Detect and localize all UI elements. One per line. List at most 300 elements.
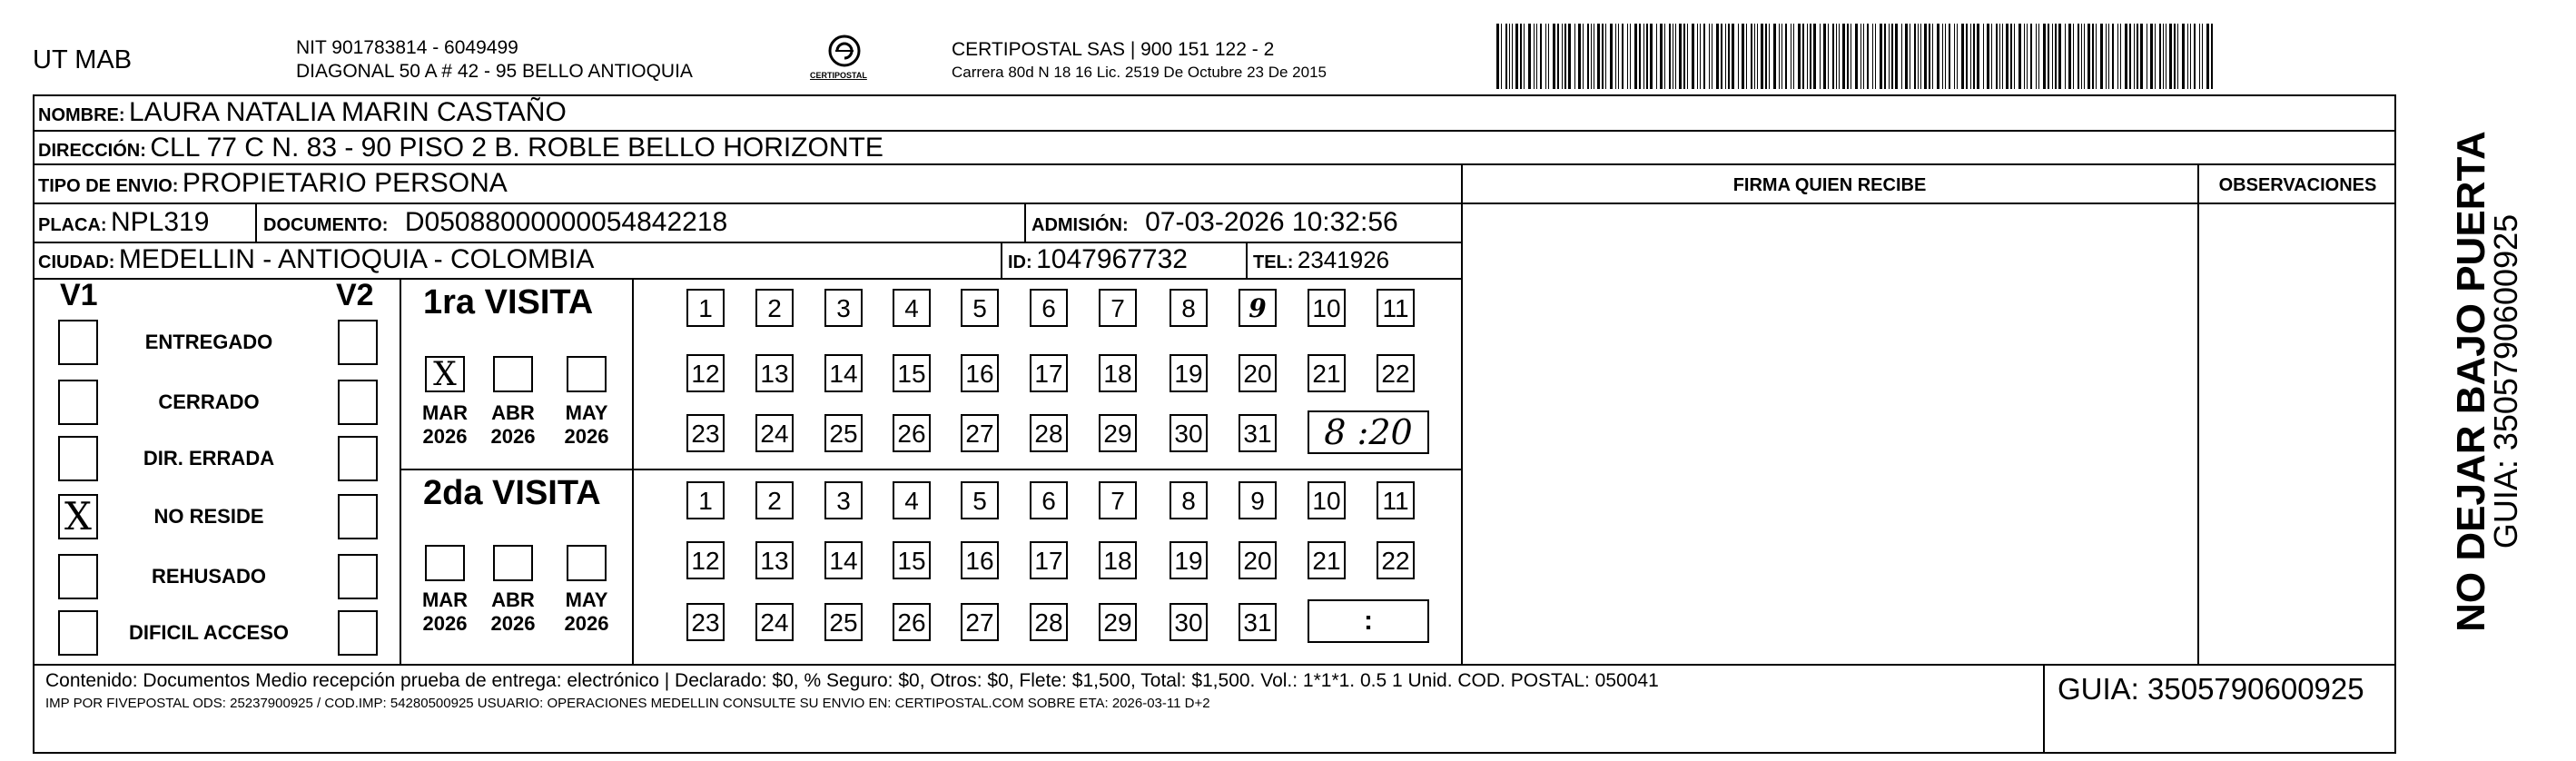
visit2-day-12[interactable]: 12 (686, 541, 725, 579)
v2-checkbox-no-reside[interactable] (338, 494, 378, 539)
admision-label: ADMISIÓN: (1031, 215, 1129, 235)
status-label-dificil-acceso: DIFICIL ACCESO (128, 621, 289, 644)
barcode-bar (1738, 24, 1739, 89)
visit1-day-28[interactable]: 28 (1030, 414, 1068, 452)
visit2-month-box-may[interactable] (567, 545, 607, 581)
visit2-time-box[interactable] (1308, 599, 1429, 643)
barcode-bar (1918, 24, 1919, 89)
visit1-day-23[interactable]: 23 (686, 414, 725, 452)
barcode-bar (1945, 24, 1946, 89)
tipo-label: TIPO DE ENVIO: (38, 176, 179, 196)
visit2-month-box-mar[interactable] (425, 545, 465, 581)
visit1-day-7[interactable]: 7 (1099, 289, 1137, 327)
v1-checkbox-rehusado[interactable] (58, 554, 98, 599)
company-address: DIAGONAL 50 A # 42 - 95 BELLO ANTIOQUIA (296, 61, 693, 82)
barcode-bar (1781, 24, 1782, 89)
documento-row (263, 206, 727, 243)
barcode-bar (1924, 24, 1927, 89)
nombre-row (38, 96, 567, 133)
direccion-value: CLL 77 C N. 83 - 90 PISO 2 B. ROBLE BELLO HORIZONTE (150, 133, 883, 163)
visit2-month-may (555, 588, 618, 636)
barcode-bar (2177, 24, 2178, 89)
barcode-bar (1557, 24, 1559, 89)
barcode-bar (1828, 24, 1829, 89)
barcode-bar (1798, 24, 1801, 89)
barcode-bar (2010, 24, 2012, 89)
visit1-day-11[interactable]: 11 (1377, 289, 1415, 327)
visit2-day-8[interactable]: 8 (1170, 481, 1208, 519)
barcode-bar (1761, 24, 1763, 89)
visit2-day-21[interactable]: 21 (1308, 541, 1346, 579)
barcode-bar (2073, 24, 2074, 89)
status-label-dir-errada: DIR. ERRADA (143, 447, 275, 469)
status-label-entregado: ENTREGADO (144, 331, 273, 353)
visit2-month-year: 2026 (564, 612, 609, 635)
barcode-bar (1660, 24, 1663, 89)
v1-checkbox-dificil-acceso[interactable] (58, 610, 98, 656)
barcode-bar (1643, 24, 1644, 89)
barcode-bar (2081, 24, 2082, 89)
barcode-bar (2048, 24, 2049, 89)
visit1-day-8[interactable]: 8 (1170, 289, 1208, 327)
barcode-bar (1568, 24, 1571, 89)
barcode-bar (1839, 24, 1840, 89)
barcode-bar (1785, 24, 1787, 89)
ciudad-value: MEDELLIN - ANTIOQUIA - COLOMBIA (118, 244, 595, 274)
barcode-bar (1622, 24, 1624, 89)
visit1-day-15[interactable]: 15 (893, 354, 931, 392)
barcode-bar (2187, 24, 2188, 89)
status-label-cerrado: CERRADO (158, 390, 260, 413)
barcode-bar (1942, 24, 1943, 89)
visit1-month-label: ABR (491, 401, 535, 424)
visit1-day-2[interactable]: 2 (755, 289, 794, 327)
visit1-day-30[interactable]: 30 (1170, 414, 1208, 452)
barcode-bar (1618, 24, 1619, 89)
visit2-day-6[interactable]: 6 (1030, 481, 1068, 519)
visit2-month-label: ABR (491, 588, 535, 611)
v2-label: V2 (336, 278, 374, 312)
visit2-day-9[interactable]: 9 (1239, 481, 1277, 519)
barcode-bar (1884, 24, 1886, 89)
visit2-month-mar (413, 588, 477, 636)
barcode-bar (1842, 24, 1845, 89)
barcode-bar (1987, 24, 1989, 89)
barcode-bar (1630, 24, 1631, 89)
barcode-bar (1751, 24, 1752, 89)
visit2-day-15[interactable]: 15 (893, 541, 931, 579)
barcode-bar (1505, 24, 1507, 89)
barcode-bar (1920, 24, 1921, 89)
barcode-bar (2065, 24, 2066, 89)
barcode-bar (2100, 24, 2103, 89)
visit1-day-1[interactable]: 1 (686, 289, 725, 327)
barcode-bar (2140, 24, 2143, 89)
barcode-bar (1895, 24, 1898, 89)
tel-label: TEL: (1253, 252, 1294, 272)
v1-check-mark: X (64, 494, 92, 539)
v2-checkbox-dir-errada[interactable] (338, 436, 378, 481)
barcode-bar (1937, 24, 1939, 89)
visit2-day-18[interactable]: 18 (1099, 541, 1137, 579)
visit1-day-21[interactable]: 21 (1308, 354, 1346, 392)
barcode-bar (2043, 24, 2046, 89)
barcode-bar (1639, 24, 1641, 89)
v2-checkbox-entregado[interactable] (338, 320, 378, 365)
barcode-bar (1929, 24, 1930, 89)
visit2-month-year: 2026 (422, 612, 468, 635)
barcode-bar (2202, 24, 2203, 89)
barcode-bar (1675, 24, 1676, 89)
barcode-bar (1832, 24, 1834, 89)
visit1-month-box-mar[interactable] (425, 356, 465, 392)
barcode-bar (1591, 24, 1592, 89)
barcode-bar (1545, 24, 1546, 89)
barcode-bar (1836, 24, 1837, 89)
barcode-bar (2030, 24, 2032, 89)
barcode-bar (2206, 24, 2209, 89)
barcode-bar (2134, 24, 2135, 89)
visit2-day-10[interactable]: 10 (1308, 481, 1346, 519)
visit2-day-13[interactable]: 13 (755, 541, 794, 579)
visit1-day-31[interactable]: 31 (1239, 414, 1277, 452)
id-value: 1047967732 (1036, 244, 1188, 274)
visit1-month-label: MAY (565, 401, 608, 424)
barcode-bar (1721, 24, 1722, 89)
ciudad-label: CIUDAD: (38, 252, 115, 272)
barcode-bar (1610, 24, 1613, 89)
carrier-license: Carrera 80d N 18 16 Lic. 2519 De Octubre 23 De 2015 (952, 64, 1327, 81)
visit1-month-year: 2026 (490, 425, 536, 448)
company-nit: NIT 901783814 - 6049499 (296, 37, 518, 58)
barcode-bar (1496, 24, 1499, 89)
barcode-bar (2174, 24, 2176, 89)
barcode-bar (2150, 24, 2153, 89)
visit1-day-16[interactable]: 16 (961, 354, 999, 392)
visit2-day-2[interactable]: 2 (755, 481, 794, 519)
barcode-bar (1534, 24, 1535, 89)
visit1-day-19[interactable]: 19 (1170, 354, 1208, 392)
visit1-day-26[interactable]: 26 (893, 414, 931, 452)
visit2-day-16[interactable]: 16 (961, 541, 999, 579)
barcode-bar (1520, 24, 1522, 89)
observaciones-header: OBSERVACIONES (2218, 175, 2377, 195)
direccion-label: DIRECCIÓN: (38, 141, 146, 161)
visit1-day-12[interactable]: 12 (686, 354, 725, 392)
barcode-bar (1820, 24, 1821, 89)
visit2-day-3[interactable]: 3 (824, 481, 863, 519)
visit1-month-label: MAR (421, 401, 469, 424)
visit2-day-23[interactable]: 23 (686, 603, 725, 641)
barcode-bar (1564, 24, 1566, 89)
visit2-day-29[interactable]: 29 (1099, 603, 1137, 641)
v2-checkbox-dificil-acceso[interactable] (338, 610, 378, 656)
visit2-day-28[interactable]: 28 (1030, 603, 1068, 641)
barcode-bar (1966, 24, 1968, 89)
barcode-bar (1716, 24, 1719, 89)
visit2-day-24[interactable]: 24 (755, 603, 794, 641)
barcode-bar (1627, 24, 1628, 89)
barcode-bar (2159, 24, 2161, 89)
barcode-bar (2129, 24, 2131, 89)
barcode-bar (1754, 24, 1755, 89)
visit2-day-7[interactable]: 7 (1099, 481, 1137, 519)
v1-checkbox-cerrado[interactable] (58, 380, 98, 425)
barcode-bar (2036, 24, 2037, 89)
barcode-bar (1872, 24, 1873, 89)
barcode-bar (2106, 24, 2107, 89)
barcode-bar (1793, 24, 1794, 89)
barcode-bar (2190, 24, 2191, 89)
visit1-month-mark: X (433, 356, 457, 393)
v1-label: V1 (60, 278, 98, 312)
barcode-bar (2169, 24, 2172, 89)
barcode-bar (1548, 24, 1549, 89)
barcode-bar (1810, 24, 1811, 89)
visit1-month-mar (413, 401, 477, 449)
visit2-day-31[interactable]: 31 (1239, 603, 1277, 641)
visit2-day-27[interactable]: 27 (961, 603, 999, 641)
barcode-bar (1501, 24, 1502, 89)
barcode-bar (2058, 24, 2061, 89)
barcode-bar (1650, 24, 1653, 89)
barcode-bar (2112, 24, 2114, 89)
barcode-bar (2006, 24, 2008, 89)
barcode-bar (2155, 24, 2156, 89)
v1-checkbox-dir-errada[interactable] (58, 436, 98, 481)
visit1-day-22[interactable]: 22 (1377, 354, 1415, 392)
visit2-month-label: MAY (565, 588, 608, 611)
barcode-bar (1996, 24, 1998, 89)
barcode-bar (2055, 24, 2057, 89)
barcode-bar (2194, 24, 2196, 89)
visit1-month-box-abr[interactable] (493, 356, 533, 392)
barcode-bar (2199, 24, 2200, 89)
barcode-bar (1807, 24, 1808, 89)
barcode-bar (1692, 24, 1694, 89)
id-label: ID: (1008, 252, 1032, 272)
v1-checkbox-entregado[interactable] (58, 320, 98, 365)
barcode-bar (1528, 24, 1531, 89)
barcode-bar (1646, 24, 1648, 89)
visit1-day-5[interactable]: 5 (961, 289, 999, 327)
barcode-bar (1983, 24, 1984, 89)
visit1-day-10[interactable]: 10 (1308, 289, 1346, 327)
visit1-day-3[interactable]: 3 (824, 289, 863, 327)
company-name: UT MAB (33, 45, 133, 74)
visit2-day-25[interactable]: 25 (824, 603, 863, 641)
side-guia: GUIA: 3505790600925 (2487, 213, 2524, 549)
status-label-no-reside: NO RESIDE (153, 505, 264, 528)
visit2-day-4[interactable]: 4 (893, 481, 931, 519)
visit2-day-19[interactable]: 19 (1170, 541, 1208, 579)
barcode-bar (1540, 24, 1542, 89)
visit2-day-30[interactable]: 30 (1170, 603, 1208, 641)
admision-value: 07-03-2026 10:32:56 (1145, 207, 1398, 237)
v2-checkbox-cerrado[interactable] (338, 380, 378, 425)
nombre-value: LAURA NATALIA MARIN CASTAÑO (129, 97, 567, 127)
barcode-bar (1957, 24, 1958, 89)
barcode-bar (1973, 24, 1975, 89)
barcode-bar (2182, 24, 2185, 89)
status-label-rehusado: REHUSADO (152, 565, 266, 588)
barcode-bar (1583, 24, 1584, 89)
barcode-bar (1949, 24, 1950, 89)
visit1-day-27[interactable]: 27 (961, 414, 999, 452)
visit2-day-20[interactable]: 20 (1239, 541, 1277, 579)
barcode-bar (2052, 24, 2053, 89)
barcode-bar (1891, 24, 1893, 89)
barcode-bar (1536, 24, 1537, 89)
barcode-bar (1703, 24, 1705, 89)
visit2-day-17[interactable]: 17 (1030, 541, 1068, 579)
visit1-day-29[interactable]: 29 (1099, 414, 1137, 452)
barcode-bar (1847, 24, 1849, 89)
barcode (1496, 24, 2223, 89)
barcode-bar (1679, 24, 1682, 89)
visit2-day-14[interactable]: 14 (824, 541, 863, 579)
barcode-bar (1669, 24, 1671, 89)
certipostal-logo-text: CERTIPOSTAL (810, 71, 867, 80)
barcode-bar (1512, 24, 1513, 89)
visit2-month-year: 2026 (490, 612, 536, 635)
visit1-day-6[interactable]: 6 (1030, 289, 1068, 327)
barcode-bar (2014, 24, 2015, 89)
visit1-month-box-may[interactable] (567, 356, 607, 392)
barcode-bar (1732, 24, 1734, 89)
barcode-bar (2137, 24, 2138, 89)
v2-checkbox-rehusado[interactable] (338, 554, 378, 599)
visit1-day-25[interactable]: 25 (824, 414, 863, 452)
barcode-bar (1742, 24, 1744, 89)
visit1-day-14[interactable]: 14 (824, 354, 863, 392)
ciudad-row (38, 243, 594, 281)
barcode-bar (1574, 24, 1575, 89)
barcode-bar (2096, 24, 2097, 89)
barcode-bar (2068, 24, 2071, 89)
barcode-bar (2087, 24, 2090, 89)
barcode-bar (2163, 24, 2164, 89)
barcode-bar (2038, 24, 2039, 89)
placa-row (38, 206, 209, 243)
footer-content: Contenido: Documentos Medio recepción prueba de entrega: electrónico | Declarado: $0, % Seguro: $0, Otros: $0, Flete: $1,500, Total: $1,500. Vol.: 1*1*1. 0.5 1 Unid. COD. POSTAL: 050041 (45, 670, 1659, 691)
barcode-bar (1578, 24, 1581, 89)
barcode-bar (1746, 24, 1747, 89)
visit1-day-24[interactable]: 24 (755, 414, 794, 452)
barcode-bar (1863, 24, 1864, 89)
barcode-bar (1664, 24, 1665, 89)
barcode-bar (2018, 24, 2021, 89)
visit2-day-22[interactable]: 22 (1377, 541, 1415, 579)
barcode-bar (2002, 24, 2003, 89)
barcode-bar (1867, 24, 1869, 89)
placa-value: NPL319 (111, 207, 210, 237)
footer-guia: GUIA: 3505790600925 (2058, 672, 2364, 706)
visit1-day-9[interactable]: 9 (1239, 289, 1277, 327)
visit1-day-17[interactable]: 17 (1030, 354, 1068, 392)
barcode-bar (1687, 24, 1688, 89)
barcode-bar (1615, 24, 1616, 89)
side-warning: NO DEJAR BAJO PUERTA (2449, 131, 2493, 632)
tel-value: 2341926 (1297, 246, 1390, 273)
visit2-time: : (1364, 606, 1373, 636)
visit1-day-20[interactable]: 20 (1239, 354, 1277, 392)
admision-row (1031, 206, 1398, 243)
visit2-day-1[interactable]: 1 (686, 481, 725, 519)
barcode-bar (2108, 24, 2109, 89)
barcode-bar (1914, 24, 1916, 89)
barcode-bar (1954, 24, 1955, 89)
visit1-month-abr (481, 401, 545, 449)
visit1-time-box[interactable] (1308, 410, 1429, 454)
barcode-bar (1656, 24, 1657, 89)
visit1-month-year: 2026 (564, 425, 609, 448)
barcode-bar (1773, 24, 1776, 89)
visit1-day-13[interactable]: 13 (755, 354, 794, 392)
barcode-bar (1875, 24, 1876, 89)
barcode-bar (1602, 24, 1604, 89)
barcode-bar (1860, 24, 1861, 89)
visit1-month-may (555, 401, 618, 449)
barcode-bar (1597, 24, 1600, 89)
barcode-bar (1700, 24, 1701, 89)
barcode-bar (1880, 24, 1882, 89)
documento-label: DOCUMENTO: (263, 215, 389, 235)
barcode-bar (2120, 24, 2121, 89)
visit1-month-year: 2026 (422, 425, 468, 448)
barcode-bar (2092, 24, 2094, 89)
barcode-bar (1725, 24, 1726, 89)
barcode-bar (1977, 24, 1979, 89)
visit1-day-4[interactable]: 4 (893, 289, 931, 327)
barcode-bar (1823, 24, 1826, 89)
visit2-title: 2da VISITA (423, 474, 601, 512)
tel-row (1253, 243, 1389, 281)
barcode-bar (1970, 24, 1971, 89)
visit1-day-18[interactable]: 18 (1099, 354, 1137, 392)
visit2-day-26[interactable]: 26 (893, 603, 931, 641)
barcode-bar (1901, 24, 1902, 89)
barcode-bar (1562, 24, 1563, 89)
visit2-day-5[interactable]: 5 (961, 481, 999, 519)
visit2-month-abr (481, 588, 545, 636)
barcode-bar (1553, 24, 1555, 89)
barcode-bar (1524, 24, 1525, 89)
barcode-bar (2211, 24, 2213, 89)
barcode-bar (1802, 24, 1804, 89)
barcode-bar (1779, 24, 1780, 89)
barcode-bar (2078, 24, 2079, 89)
visit2-month-box-abr[interactable] (493, 545, 533, 581)
id-row (1008, 243, 1188, 281)
barcode-bar (2084, 24, 2085, 89)
barcode-bar (1813, 24, 1816, 89)
barcode-bar (1961, 24, 1964, 89)
placa-label: PLACA: (38, 215, 107, 235)
barcode-bar (1855, 24, 1858, 89)
visit1-title: 1ra VISITA (423, 283, 594, 321)
v1-checkbox-no-reside[interactable] (58, 494, 98, 539)
visit1-time: 8 :20 (1324, 412, 1413, 452)
barcode-bar (1683, 24, 1685, 89)
barcode-bar (1765, 24, 1767, 89)
barcode-bar (1757, 24, 1758, 89)
footer-print-info: IMP POR FIVEPOSTAL ODS: 25237900925 / COD.IMP: 54280500925 USUARIO: OPERACIONES MEDELLIN CONSULTE SU ENVIO EN: CERTIPOSTAL.COM SOBRE ETA: 2026-03-11 D+2 (45, 696, 1210, 711)
firma-header: FIRMA QUIEN RECIBE (1732, 175, 1927, 195)
visit2-day-11[interactable]: 11 (1377, 481, 1415, 519)
barcode-bar (2125, 24, 2127, 89)
documento-value: D05088000000054842218 (404, 207, 728, 237)
